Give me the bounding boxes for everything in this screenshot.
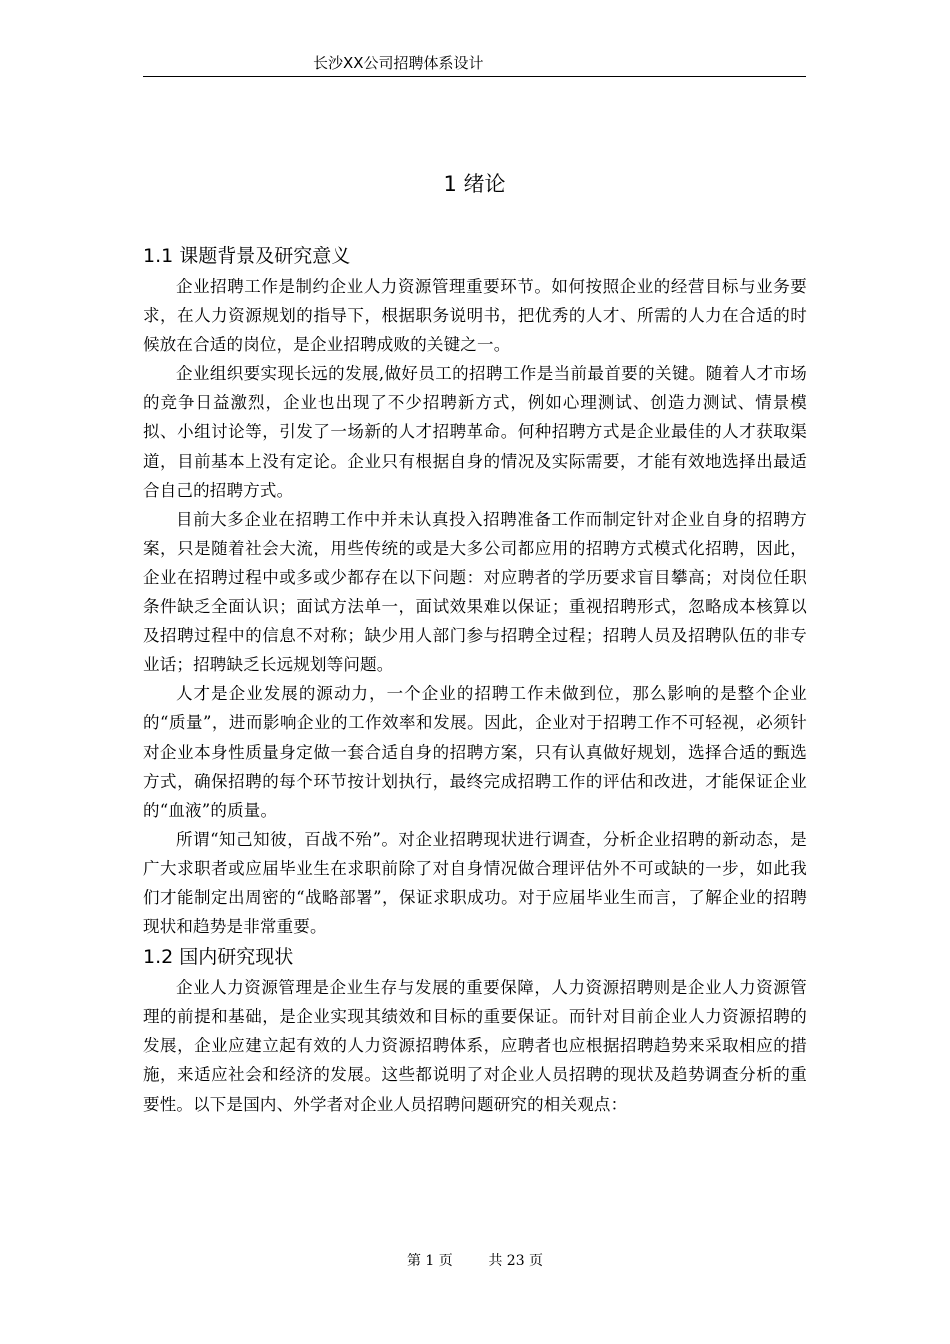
- chapter-title: 1 绪论: [443, 172, 506, 196]
- running-header-title: 长沙XX公司招聘体系设计: [313, 54, 484, 72]
- paragraph: 企业人力资源管理是企业生存与发展的重要保障，人力资源招聘则是企业人力资源管理的前提和基础，是企业实现其绩效和目标的重要保证。而针对目前企业人力资源招聘的发展，企业应建立起有效的人力资源招聘体系，应聘者也应根据招聘趋势来采取相应的措施，来适应社会和经济的发展。这些都说明了对企业人员招聘的现状及趋势调查分析的重要性。以下是国内、外学者对企业人员招聘问题研究的相关观点：: [143, 978, 807, 1114]
- page-footer-page-number: 第 1 页 共 23 页: [406, 1253, 544, 1269]
- paragraph: 人才是企业发展的源动力，一个企业的招聘工作未做到位，那么影响的是整个企业的“质量”，进而影响企业的工作效率和发展。因此，企业对于招聘工作不可轻视，必须针对企业本身性质量身定做一套合适自身的招聘方案，只有认真做好规划，选择合适的甄选方式，确保招聘的每个环节按计划执行，最终完成招聘工作的评估和改进，才能保证企业的“血液”的质量。: [143, 684, 807, 820]
- section-heading-background: 1.1 课题背景及研究意义: [143, 245, 351, 267]
- paragraph: 所谓“知己知彼，百战不殆”。对企业招聘现状进行调查，分析企业招聘的新动态，是广大求职者或应届毕业生在求职前除了对自身情况做合理评估外不可或缺的一步，如此我们才能制定出周密的“战略部署”，保证求职成功。对于应届毕业生而言，了解企业的招聘现状和趋势是非常重要。: [143, 829, 807, 937]
- paragraph: 企业组织要实现长远的发展,做好员工的招聘工作是当前最首要的关键。随着人才市场的竞争日益激烈，企业也出现了不少招聘新方式，例如心理测试、创造力测试、情景模拟、小组讨论等，引发了一场新的人才招聘革命。何种招聘方式是企业最佳的人才获取渠道，目前基本上没有定论。企业只有根据自身的情况及实际需要，才能有效地选择出最适合自己的招聘方式。: [143, 364, 807, 500]
- paragraph: 企业招聘工作是制约企业人力资源管理重要环节。如何按照企业的经营目标与业务要求，在人力资源规划的指导下，根据职务说明书，把优秀的人才、所需的人力在合适的时候放在合适的岗位，是企业招聘成败的关键之一。: [143, 277, 807, 355]
- section-heading-domestic-research: 1.2 国内研究现状: [143, 946, 294, 969]
- document-body: [143, 240, 807, 1119]
- page-header: [143, 52, 806, 77]
- paragraph: 目前大多企业在招聘工作中并未认真投入招聘准备工作而制定针对企业自身的招聘方案，只是随着社会大流，用些传统的或是大多公司都应用的招聘方式模式化招聘，因此，企业在招聘过程中或多或少都存在以下问题：对应聘者的学历要求盲目攀高；对岗位任职条件缺乏全面认识；面试方法单一，面试效果难以保证；重视招聘形式，忽略成本核算以及招聘过程中的信息不对称；缺少用人部门参与招聘全过程；招聘人员及招聘队伍的非专业话；招聘缺乏长远规划等问题。: [143, 509, 807, 675]
